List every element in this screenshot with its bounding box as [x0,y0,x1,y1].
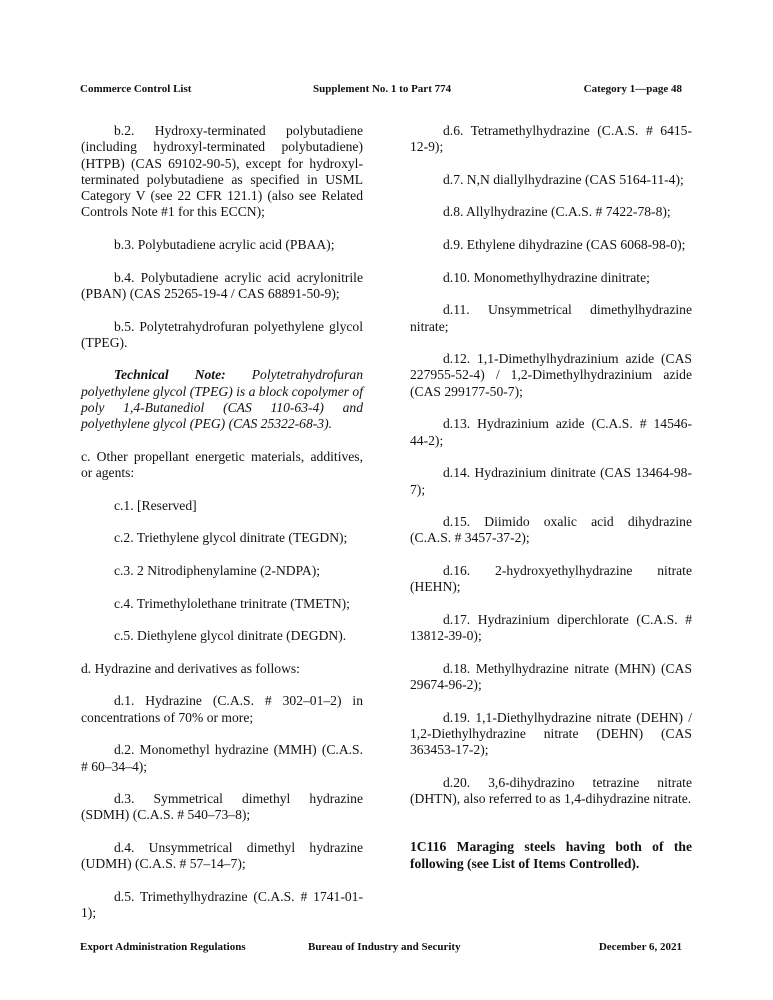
item-c3: c.3. 2 Nitrodiphenylamine (2-NDPA); [114,563,321,579]
item-d13: d.13. Hydrazinium azide (C.A.S. # 14546-44-2); [410,416,692,448]
item-b4: b.4. Polybutadiene acrylic acid acrylonitrile (PBAN) (CAS 25265-19-4 / CAS 68891-50-9); [81,269,363,301]
item-c2: c.2. Triethylene glycol dinitrate (TEGDN); [114,530,348,546]
item-d10: d.10. Monomethylhydrazine dinitrate; [443,269,650,285]
technical-note [81,367,363,432]
left-column [81,123,363,938]
item-d2: d.2. Monomethyl hydrazine (MMH) (C.A.S. # 60–34–4); [81,742,363,774]
item-c4: c.4. Trimethylolethane trinitrate (TMETN); [114,595,350,611]
item-d: d. Hydrazine and derivatives as follows: [81,660,300,676]
header-right: Category 1—page 48 [583,83,682,95]
technical-note-label: Technical Note: [114,367,226,383]
item-d11: d.11. Unsymmetrical dimethylhydrazine nitrate; [410,302,692,334]
item-d1: d.1. Hydrazine (C.A.S. # 302–01–2) in concentrations of 70% or more; [81,693,363,725]
item-d5: d.5. Trimethylhydrazine (C.A.S. # 1741-01-1); [81,888,363,921]
item-d8: d.8. Allylhydrazine (C.A.S. # 7422-78-8); [443,204,671,220]
footer-right: December 6, 2021 [598,941,682,953]
item-d7: d.7. N,N diallylhydrazine (CAS 5164-11-4); [443,171,684,187]
item-d12: d.12. 1,1-Dimethylhydrazinium azide (CAS 227955-52-4) / 1,2-Dimethylhydrazinium azide (CAS 299177-50-7); [410,351,692,399]
item-d3: d.3. Symmetrical dimethyl hydrazine (SDMH) (C.A.S. # 540–73–8); [81,791,363,823]
item-c5: c.5. Diethylene glycol dinitrate (DEGDN). [114,628,347,644]
item-d9: d.9. Ethylene dihydrazine (CAS 6068-98-0); [443,237,686,253]
item-d19: d.19. 1,1-Diethylhydrazine nitrate (DEHN) / 1,2-Diethylhydrazine nitrate (DEHN) (CAS 363453-17-2); [410,709,692,758]
eccn-heading-1c116: 1C116 Maraging steels having both of the following (see List of Items Controlled). [410,839,692,871]
item-b3: b.3. Polybutadiene acrylic acid (PBAA); [114,237,335,253]
item-d14: d.14. Hydrazinium dinitrate (CAS 13464-98-7); [410,465,692,497]
right-column [410,123,692,888]
item-d17: d.17. Hydrazinium diperchlorate (C.A.S. # 13812-39-0); [410,611,692,644]
header-left: Commerce Control List [80,83,192,95]
header-center: Supplement No. 1 to Part 774 [313,83,452,95]
item-c: c. Other propellant energetic materials, additives, or agents: [81,448,363,481]
item-d4: d.4. Unsymmetrical dimethyl hydrazine (UDMH) (C.A.S. # 57–14–7); [81,840,363,872]
item-b5: b.5. Polytetrahydrofuran polyethylene glycol (TPEG). [81,318,363,350]
footer-center: Bureau of Industry and Security [308,941,461,953]
item-d16: d.16. 2-hydroxyethylhydrazine nitrate (HEHN); [410,563,692,595]
footer-left: Export Administration Regulations [80,941,246,953]
item-d6: d.6. Tetramethylhydrazine (C.A.S. # 6415-12-9); [410,123,692,155]
item-d20: d.20. 3,6-dihydrazino tetrazine nitrate (DHTN), also referred to as 1,4-dihydrazine nitrate. [410,774,692,807]
item-d18: d.18. Methylhydrazine nitrate (MHN) (CAS 29674-96-2); [410,660,692,693]
item-b2: b.2. Hydroxy-terminated polybutadiene (including hydroxyl-terminated polybutadiene) (HTPB) (CAS 69102-90-5), except for hydroxyl-terminated polybutadiene as specified in USML Category V (see 22 CFR 121.1) (also see Related Controls Note #1 for this ECCN); [81,123,363,220]
item-d15: d.15. Diimido oxalic acid dihydrazine (C.A.S. # 3457-37-2); [410,514,692,546]
item-c1: c.1. [Reserved] [114,497,197,513]
technical-note-text: Polytetrahydrofuran polyethylene glycol (TPEG) is a block copolymer of poly 1,4-Butanediol (CAS 110-63-4) and polyethylene glycol (PEG) (CAS 25322-68-3). [81,367,363,432]
